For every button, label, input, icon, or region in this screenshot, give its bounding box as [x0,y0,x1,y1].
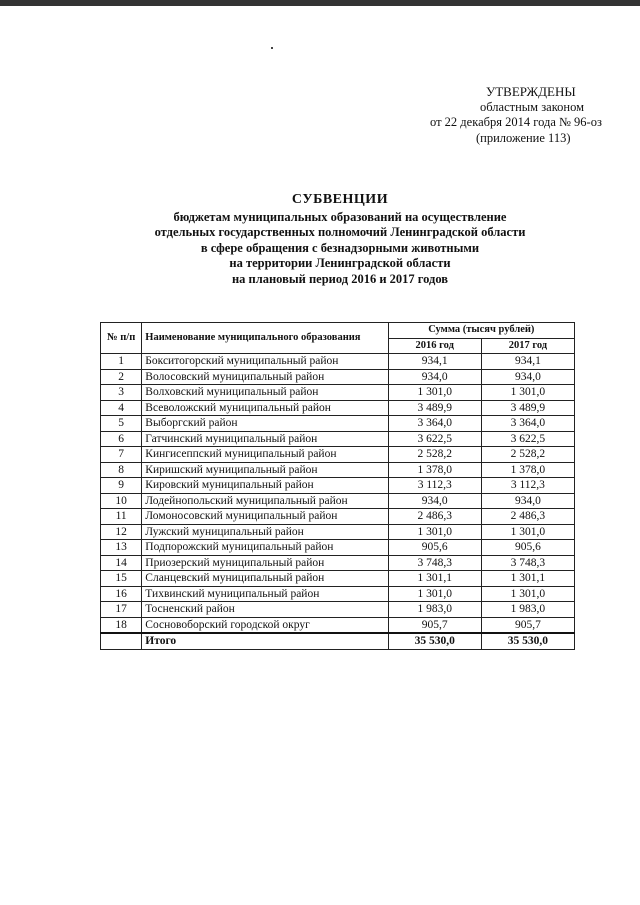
approval-heading: УТВЕРЖДЕНЫ [486,84,576,99]
scan-speck [271,47,273,49]
row-name: Сланцевский муниципальный район [142,571,388,587]
table-row [101,555,575,571]
header-2016: 2016 год [388,338,481,354]
table-row [101,462,575,478]
row-name: Всеволожский муниципальный район [142,400,388,416]
table-row [101,586,575,602]
row-2017: 3 489,9 [481,400,574,416]
row-name: Гатчинский муниципальный район [142,431,388,447]
row-2016: 2 528,2 [388,447,481,463]
subsidies-table [100,322,575,650]
row-2017: 934,0 [481,369,574,385]
row-2016: 1 301,0 [388,385,481,401]
header-sum: Сумма (тысяч рублей) [388,323,574,339]
document-title [80,192,600,287]
header-num: № п/п [101,323,142,354]
title-line: на плановый период 2016 и 2017 годов [231,271,449,286]
row-name: Кировский муниципальный район [142,478,388,494]
row-2016: 1 301,0 [388,586,481,602]
approval-appendix: (приложение 113) [476,130,571,145]
row-name: Киришский муниципальный район [142,462,388,478]
row-num: 6 [101,431,142,447]
total-num-cell [101,633,142,649]
table-row [101,617,575,633]
title-main: СУБВЕНЦИИ [291,192,389,207]
row-2016: 1 301,0 [388,524,481,540]
row-name: Бокситогорский муниципальный район [142,354,388,370]
row-name: Волосовский муниципальный район [142,369,388,385]
table-row [101,416,575,432]
row-num: 3 [101,385,142,401]
row-2017: 3 622,5 [481,431,574,447]
row-2017: 3 112,3 [481,478,574,494]
approval-stamp [420,84,630,146]
row-name: Сосновоборский городской округ [142,617,388,633]
row-2016: 3 489,9 [388,400,481,416]
total-row [101,633,575,649]
table-row [101,447,575,463]
row-2017: 3 748,3 [481,555,574,571]
row-2016: 3 112,3 [388,478,481,494]
row-name: Ломоносовский муниципальный район [142,509,388,525]
table-row [101,431,575,447]
row-2017: 934,0 [481,493,574,509]
approval-law: областным законом [480,99,585,114]
scan-edge [0,0,640,6]
row-2016: 2 486,3 [388,509,481,525]
row-num: 17 [101,602,142,618]
row-2017: 1 378,0 [481,462,574,478]
row-2016: 3 748,3 [388,555,481,571]
row-2016: 934,1 [388,354,481,370]
table-row [101,369,575,385]
table-row [101,602,575,618]
row-name: Тихвинский муниципальный район [142,586,388,602]
row-num: 2 [101,369,142,385]
row-num: 14 [101,555,142,571]
row-2017: 2 486,3 [481,509,574,525]
row-2017: 1 301,1 [481,571,574,587]
row-2016: 1 301,1 [388,571,481,587]
row-num: 12 [101,524,142,540]
row-name: Волховский муниципальный район [142,385,388,401]
row-name: Тосненский район [142,602,388,618]
table-row [101,493,575,509]
row-num: 8 [101,462,142,478]
table-row [101,524,575,540]
row-2017: 1 983,0 [481,602,574,618]
row-name: Лужский муниципальный район [142,524,388,540]
row-num: 7 [101,447,142,463]
title-line: отдельных государственных полномочий Ленинградской области [154,225,526,239]
row-2017: 1 301,0 [481,385,574,401]
title-line: в сфере обращения с безнадзорными животными [200,240,480,255]
row-2017: 3 364,0 [481,416,574,432]
row-2016: 1 378,0 [388,462,481,478]
row-2017: 905,6 [481,540,574,556]
row-num: 5 [101,416,142,432]
table-row [101,385,575,401]
row-num: 13 [101,540,142,556]
row-2016: 3 622,5 [388,431,481,447]
row-2017: 1 301,0 [481,524,574,540]
table-row [101,540,575,556]
row-name: Приозерский муниципальный район [142,555,388,571]
row-num: 9 [101,478,142,494]
table-row [101,400,575,416]
row-2017: 1 301,0 [481,586,574,602]
row-num: 18 [101,617,142,633]
row-num: 11 [101,509,142,525]
row-2017: 2 528,2 [481,447,574,463]
row-2016: 905,7 [388,617,481,633]
row-name: Кингисеппский муниципальный район [142,447,388,463]
row-2016: 1 983,0 [388,602,481,618]
row-2017: 934,1 [481,354,574,370]
header-2017: 2017 год [481,338,574,354]
table-row [101,354,575,370]
row-2016: 934,0 [388,493,481,509]
approval-date: от 22 декабря 2014 года № 96-оз [430,115,602,129]
title-line: на территории Ленинградской области [229,256,451,270]
row-num: 1 [101,354,142,370]
row-num: 16 [101,586,142,602]
row-2016: 3 364,0 [388,416,481,432]
row-name: Лодейнопольский муниципальный район [142,493,388,509]
row-2016: 905,6 [388,540,481,556]
total-2017: 35 530,0 [481,633,574,649]
title-line: бюджетам муниципальных образований на осуществление [173,209,507,224]
row-num: 10 [101,493,142,509]
row-2017: 905,7 [481,617,574,633]
row-name: Подпорожский муниципальный район [142,540,388,556]
header-name: Наименование муниципального образования [142,323,388,354]
row-name: Выборгский район [142,416,388,432]
table-row [101,571,575,587]
row-2016: 934,0 [388,369,481,385]
table-row [101,509,575,525]
row-num: 15 [101,571,142,587]
total-label: Итого [142,633,388,649]
total-2016: 35 530,0 [388,633,481,649]
table-row [101,478,575,494]
row-num: 4 [101,400,142,416]
